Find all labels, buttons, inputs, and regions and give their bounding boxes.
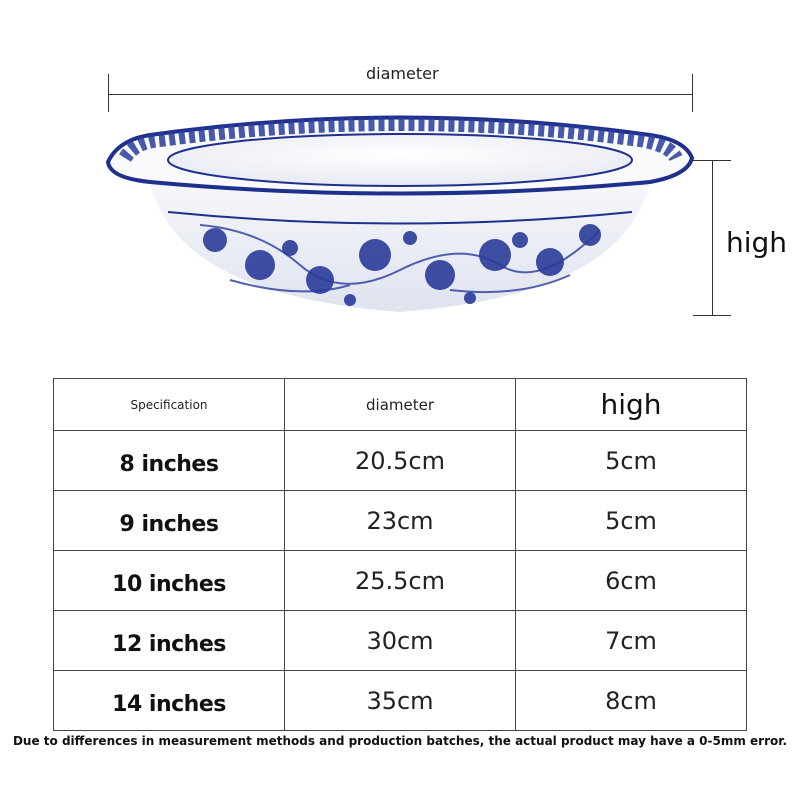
high-cell: 7cm: [516, 611, 747, 671]
high-cell: 6cm: [516, 551, 747, 611]
high-label: high: [722, 226, 791, 259]
high-cell: 8cm: [516, 671, 747, 731]
measurement-note: Due to differences in measurement methods and production batches, the actual product may have a 0-5mm error.: [12, 734, 788, 748]
size-cell: 14 inches: [54, 671, 285, 731]
height-line-bottom-tick: [693, 315, 731, 316]
table-header-row: [54, 379, 747, 431]
table-row: [54, 431, 747, 491]
diameter-cell: 25.5cm: [285, 551, 516, 611]
height-line: [712, 160, 713, 315]
bowl-image: [0, 0, 800, 340]
diameter-label: diameter: [362, 64, 443, 83]
table-row: [54, 671, 747, 731]
header-diameter: diameter: [285, 379, 516, 431]
diameter-line-right-tick: [692, 74, 693, 112]
header-specification: Specification: [54, 379, 285, 431]
table-row: [54, 551, 747, 611]
diameter-cell: 20.5cm: [285, 431, 516, 491]
diameter-line: [108, 94, 693, 95]
size-cell: 12 inches: [54, 611, 285, 671]
table-row: [54, 611, 747, 671]
specification-table: [53, 378, 747, 731]
size-cell: 8 inches: [54, 431, 285, 491]
height-line-top-tick: [693, 160, 731, 161]
size-cell: 10 inches: [54, 551, 285, 611]
high-cell: 5cm: [516, 491, 747, 551]
header-high: high: [516, 379, 747, 431]
diameter-cell: 30cm: [285, 611, 516, 671]
diameter-line-left-tick: [108, 74, 109, 112]
table-row: [54, 491, 747, 551]
diameter-cell: 23cm: [285, 491, 516, 551]
diameter-cell: 35cm: [285, 671, 516, 731]
size-cell: 9 inches: [54, 491, 285, 551]
high-cell: 5cm: [516, 431, 747, 491]
